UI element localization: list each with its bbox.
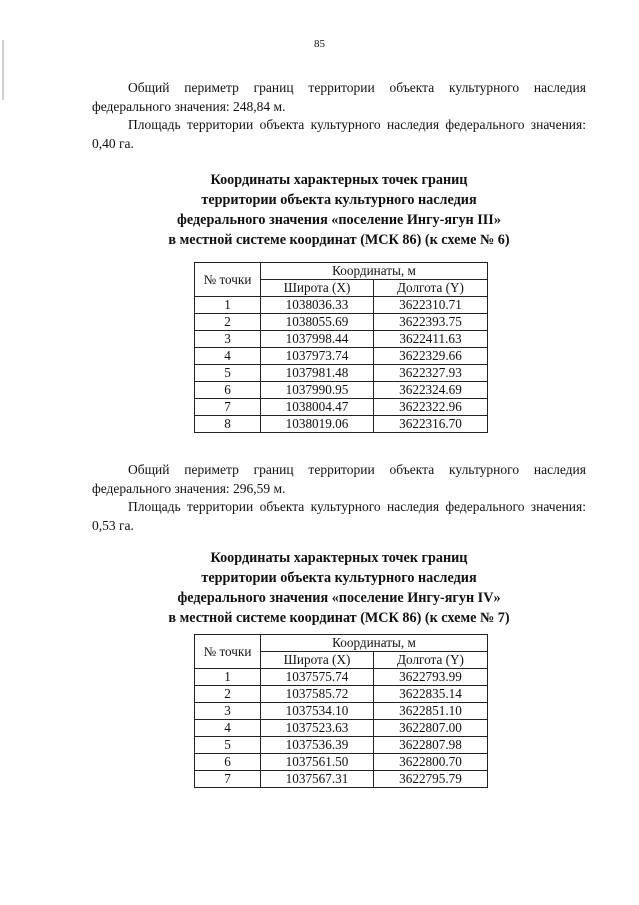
table-row [195,399,488,416]
point-number: 5 [195,737,261,754]
longitude-value: 3622795.79 [374,771,488,788]
latitude-value: 1038019.06 [261,416,374,433]
table-row [195,348,488,365]
point-number: 1 [195,297,261,314]
longitude-value: 3622807.98 [374,737,488,754]
section-heading-scheme-6 [92,170,586,250]
latitude-value: 1037561.50 [261,754,374,771]
area-paragraph-1: Площадь территории объекта культурного наследия федерального значения: 0,40 га. [92,117,586,151]
heading-line: Координаты характерных точек границ [210,550,468,566]
table-row [195,720,488,737]
latitude-value: 1037575.74 [261,669,374,686]
longitude-value: 3622322.96 [374,399,488,416]
latitude-value: 1037973.74 [261,348,374,365]
latitude-value: 1037567.31 [261,771,374,788]
point-number: 3 [195,331,261,348]
longitude-value: 3622835.14 [374,686,488,703]
table-row [195,382,488,399]
longitude-value: 3622324.69 [374,382,488,399]
heading-line: федерального значения «поселение Ингу-ягун III» [177,212,501,228]
heading-line: федерального значения «поселение Ингу-ягун IV» [177,590,501,606]
point-number: 7 [195,399,261,416]
column-header-longitude: Долгота (Y) [374,280,488,297]
point-number: 6 [195,382,261,399]
column-header-longitude: Долгота (Y) [374,652,488,669]
coordinates-table-scheme-6 [194,262,488,433]
point-number: 8 [195,416,261,433]
coordinates-table-scheme-7 [194,634,488,788]
longitude-value: 3622327.93 [374,365,488,382]
point-number: 4 [195,348,261,365]
point-number: 5 [195,365,261,382]
column-header-coordinates: Координаты, м [261,263,488,280]
table-row [195,669,488,686]
longitude-value: 3622316.70 [374,416,488,433]
latitude-value: 1038055.69 [261,314,374,331]
column-header-latitude: Широта (X) [261,280,374,297]
heading-line: территории объекта культурного наследия [201,192,477,208]
heading-line: в местной системе координат (МСК 86) (к схеме № 6) [168,232,510,248]
heading-line: Координаты характерных точек границ [210,172,468,188]
longitude-value: 3622851.10 [374,703,488,720]
column-header-coordinates: Координаты, м [261,635,488,652]
table-row [195,754,488,771]
section-heading-scheme-7 [92,548,586,628]
point-number: 2 [195,314,261,331]
latitude-value: 1037534.10 [261,703,374,720]
longitude-value: 3622329.66 [374,348,488,365]
table-row [195,314,488,331]
heading-line: в местной системе координат (МСК 86) (к схеме № 7) [168,610,510,626]
perimeter-paragraph-2: Общий периметр границ территории объекта культурного наследия федерального значения: 296,59 м. [92,462,586,496]
latitude-value: 1037990.95 [261,382,374,399]
longitude-value: 3622310.71 [374,297,488,314]
table-row [195,331,488,348]
latitude-value: 1038036.33 [261,297,374,314]
point-number: 3 [195,703,261,720]
point-number: 7 [195,771,261,788]
perimeter-paragraph-1: Общий периметр границ территории объекта культурного наследия федерального значения: 248,84 м. [92,80,586,114]
point-number: 2 [195,686,261,703]
table-row [195,771,488,788]
latitude-value: 1037523.63 [261,720,374,737]
column-header-point: № точки [195,263,261,297]
point-number: 4 [195,720,261,737]
latitude-value: 1037585.72 [261,686,374,703]
table-row [195,416,488,433]
column-header-latitude: Широта (X) [261,652,374,669]
latitude-value: 1037981.48 [261,365,374,382]
heading-line: территории объекта культурного наследия [201,570,477,586]
table-row [195,703,488,720]
table-row [195,297,488,314]
point-number: 6 [195,754,261,771]
table-row [195,365,488,382]
longitude-value: 3622411.63 [374,331,488,348]
latitude-value: 1037536.39 [261,737,374,754]
longitude-value: 3622800.70 [374,754,488,771]
longitude-value: 3622793.99 [374,669,488,686]
latitude-value: 1038004.47 [261,399,374,416]
longitude-value: 3622807.00 [374,720,488,737]
column-header-point: № точки [195,635,261,669]
longitude-value: 3622393.75 [374,314,488,331]
page-number: 85 [314,38,325,50]
table-row [195,737,488,754]
point-number: 1 [195,669,261,686]
latitude-value: 1037998.44 [261,331,374,348]
table-row [195,686,488,703]
area-paragraph-2: Площадь территории объекта культурного наследия федерального значения: 0,53 га. [92,499,586,533]
